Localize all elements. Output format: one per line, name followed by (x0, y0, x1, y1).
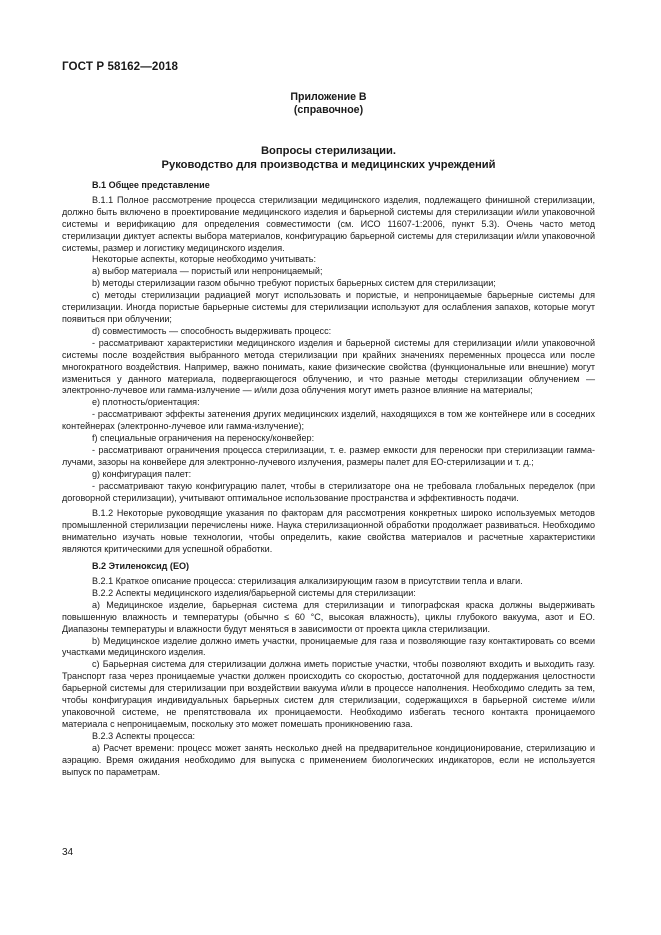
document-body (62, 180, 595, 778)
list-item-c: c) методы стерилизации радиацией могут использовать и пористые, и непроницаемые барьерные системы для стерилизации. Иногда пористые барьерные системы для стерилизации используют для ослабления запахов, которые могут появиться при облучении; (62, 290, 595, 324)
list-item-f: f) специальные ограничения на переноску/конвейер: (92, 433, 315, 444)
list-subitem: - рассматривают ограничения процесса стерилизации, т. е. размер емкости для переноски при стерилизации гамма-лучами, зазоры на конвейере для электронно-лучевого излучения, размеры палет для ЕО-стерилизации и т. д.; (62, 444, 595, 467)
list-item-c: c) Барьерная система для стерилизации должна иметь пористые участки, чтобы позволяют входить и выходить газу. Транспорт газа через проницаемые участки должен происходить со скоростью, достаточной для поддержания целостности барьерной системы для стерилизации при воздействии вакуума и/или в процессе наполнения. Необходимо следить за тем, чтобы конфигурация индивидуальных барьерных систем для стерилизации, содержащихся в барьерной системе и/или упаковочной системе, не препятствовала их проницаемости. Необходимо избегать тесного контакта проницаемого материала с непроницаемым, поскольку это может помешать проникновению газа. (62, 659, 595, 729)
paragraph: Некоторые аспекты, которые необходимо учитывать: (92, 254, 317, 265)
list-subitem: - рассматривают эффекты затенения других медицинских изделий, находящихся в том же контейнере или в соседних контейнерах (электронно-лучевое или гамма-излучение); (62, 409, 595, 432)
page-number: 34 (62, 847, 74, 858)
document-code: ГОСТ Р 58162—2018 (62, 60, 179, 73)
clause-b2-1: В.2.1 Краткое описание процесса: стерилизация алкализирующим газом в присутствии тепла и влаги. (92, 576, 523, 586)
title-line-2: Руководство для производства и медицинских учреждений (161, 159, 496, 171)
list-item-d: d) совместимость — способность выдерживать процесс: (92, 325, 332, 336)
list-item-a: a) Медицинское изделие, барьерная система для стерилизации и типографская краска должны выдерживать повышенную влажность и температуры (обычно ≤ 60 °С, высокая влажность), циклы глубокого вакуума, азот и ЕО. Диапазоны температуры и влажности будут меняться в зависимости от проекта цикла стерилизации. (62, 599, 595, 634)
clause-b1-1: В.1.1 Полное рассмотрение процесса стерилизации медицинского изделия, подлежащего финишной стерилизации, должно быть включено в проектирование медицинского изделия и барьерной системы для стерилизации и/или упаковочной системы и верификацию для определения совместимости (см. ИСО 11607-1:2006, пункт 5.3). Очень часто метод стерилизации диктует аспекты выбора материалов, конфигурацию барьерной системы для стерилизации и/или упаковочной системы, размер и логистику медицинского изделия. (62, 194, 595, 253)
section-heading-b1: В.1 Общее представление (92, 180, 210, 190)
annex-heading (62, 91, 595, 116)
list-item-b: b) Медицинское изделие должно иметь участки, проницаемые для газа и позволяющие газу контактировать со всеми участками медицинского изделия. (62, 635, 595, 658)
clause-b2-3: В.2.3 Аспекты процесса: (92, 730, 196, 741)
title-line-1: Вопросы стерилизации. (260, 145, 397, 157)
clause-b1-2: В.1.2 Некоторые руководящие указания по факторам для рассмотрения конкретных широко используемых методов промышленной стерилизации перечислены ниже. Наука стерилизационной обработки продолжает развиваться. Необходимо внимательно изучать новые технологии, чтобы определить, какие свойства материалов и расчетные характеристики являются критическими для успешной обработки. (62, 508, 595, 555)
list-item-g: g) конфигурация палет: (92, 468, 192, 479)
list-item-a: a) Расчет времени: процесс может занять несколько дней на предварительное кондиционирование, стерилизацию и аэрацию. Время ожидания необходимо для выпуска с применением биологических индикаторов, если не используется выпуск по параметрам. (62, 742, 595, 777)
annex-title: Приложение В (290, 91, 367, 103)
list-item-e: e) плотность/ориентация: (92, 397, 200, 408)
section-heading-b2: В.2 Этиленоксид (ЕО) (92, 561, 190, 572)
list-subitem: - рассматривают такую конфигурацию палет, чтобы в стерилизаторе она не требовала глобальных переделок (при договорной стерилизации), учитывают оптимальное использование пространства и эффективность подачи. (62, 480, 595, 503)
list-subitem: - рассматривают характеристики медицинского изделия и барьерной системы для стерилизации и/или упаковочной системы после воздействия выбранного метода стерилизации при крайних значениях переменных процесса или после многократного воздействия. Например, важно понимать, какие физические свойства (функциональные или внешние) могут измениться у данного материала, подвергающегося облучению, и что разные методы стерилизации облучением — электронно-лучевое или гамма-излучение — и/или доза облучения могут иметь разное влияние на материалы; (62, 337, 595, 396)
list-item-b: b) методы стерилизации газом обычно требуют пористых барьерных систем для стерилизации; (92, 278, 496, 289)
clause-b2-2: В.2.2 Аспекты медицинского изделия/барьерной системы для стерилизации: (92, 587, 416, 598)
document-title (62, 144, 595, 172)
list-item-a: a) выбор материала — пористый или непроницаемый; (92, 266, 323, 277)
annex-subtitle: (справочное) (293, 103, 364, 116)
